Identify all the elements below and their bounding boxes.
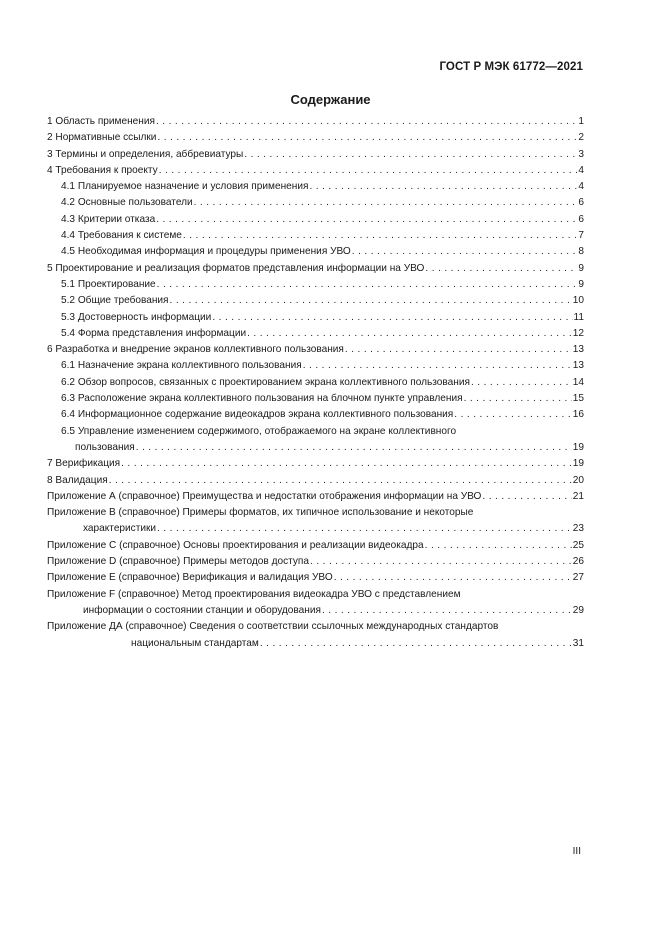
toc-subentry[interactable] bbox=[47, 277, 584, 293]
toc-entry-page: 9 bbox=[578, 278, 584, 290]
toc-entry[interactable] bbox=[47, 130, 584, 146]
toc-appendix-entry[interactable] bbox=[47, 505, 584, 538]
toc-entry-label: 7 Верификация bbox=[47, 458, 121, 470]
toc-appendix-entry[interactable] bbox=[47, 619, 584, 652]
toc-appendix-entry[interactable] bbox=[47, 554, 584, 570]
toc-subentry[interactable] bbox=[47, 212, 584, 228]
toc-entry-label: 4 Требования к проекту bbox=[47, 164, 158, 176]
toc-appendix-entry[interactable] bbox=[47, 538, 584, 554]
toc-title: Содержание bbox=[290, 92, 371, 107]
toc-entry[interactable] bbox=[47, 163, 584, 179]
toc-entry[interactable] bbox=[47, 261, 584, 277]
toc-subentry[interactable] bbox=[47, 375, 584, 391]
toc-entry-label-continued: характеристики bbox=[83, 523, 157, 535]
toc-entry-label: Приложение Е (справочное) Верификация и валидация УВО bbox=[47, 572, 333, 584]
toc-entry-label: Приложение А (справочное) Преимущества и недостатки отображения информации на УВО bbox=[47, 490, 482, 502]
toc-entry-label: 6 Разработка и внедрение экранов коллективного пользования bbox=[47, 344, 344, 356]
toc-subentry[interactable] bbox=[47, 293, 584, 309]
toc-entry-page: 31 bbox=[572, 637, 584, 649]
toc-subentry[interactable] bbox=[47, 310, 584, 326]
toc-entry-label: 5.1 Проектирование bbox=[61, 278, 156, 290]
table-of-contents bbox=[47, 114, 584, 652]
toc-entry-page: 1 bbox=[578, 116, 584, 127]
toc-entry-page: 26 bbox=[572, 556, 584, 568]
toc-entry-label: Приложение С (справочное) Основы проектирования и реализации видеокадра bbox=[47, 539, 424, 551]
toc-entry-label: 5 Проектирование и реализация форматов представления информации на УВО bbox=[47, 262, 425, 274]
toc-entry-label: 8 Валидация bbox=[47, 474, 108, 486]
toc-entry-label: 6.5 Управление изменением содержимого, отображаемого на экране коллективного bbox=[61, 425, 457, 437]
toc-entry-page: 11 bbox=[573, 311, 584, 323]
toc-entry-page: 29 bbox=[572, 604, 584, 616]
toc-entry[interactable] bbox=[47, 456, 584, 472]
toc-entry-label: Приложение ДА (справочное) Сведения о соответствии ссылочных международных стандартов bbox=[47, 621, 499, 633]
toc-entry-page: 27 bbox=[572, 572, 584, 584]
page-number: III bbox=[572, 846, 581, 857]
toc-entry-page: 12 bbox=[572, 327, 584, 339]
toc-entry-page: 4 bbox=[578, 164, 584, 176]
toc-entry-label-continued: национальным стандартам bbox=[131, 637, 259, 649]
toc-subentry[interactable] bbox=[47, 407, 584, 423]
toc-entry-page: 4 bbox=[578, 181, 584, 193]
toc-entry-label: 4.4 Требования к системе bbox=[61, 230, 182, 242]
toc-subentry[interactable] bbox=[47, 326, 584, 342]
toc-entry-page: 20 bbox=[572, 474, 584, 486]
toc-entry-label: Приложение В (справочное) Примеры форматов, их типичное использование и некоторые bbox=[47, 507, 474, 519]
toc-entry-page: 6 bbox=[578, 213, 584, 225]
toc-entry[interactable] bbox=[47, 114, 584, 130]
toc-entry-page: 6 bbox=[578, 197, 584, 209]
toc-appendix-entry[interactable] bbox=[47, 587, 584, 620]
toc-entry-page: 19 bbox=[572, 441, 584, 453]
standard-number: ГОСТ Р МЭК 61772—2021 bbox=[439, 61, 583, 73]
toc-entry-label: 5.2 Общие требования bbox=[61, 295, 169, 307]
toc-entry-page: 25 bbox=[572, 539, 584, 551]
toc-entry[interactable] bbox=[47, 473, 584, 489]
toc-entry-label: 4.1 Планируемое назначение и условия применения bbox=[61, 181, 309, 193]
toc-entry-label-continued: пользования bbox=[75, 441, 135, 453]
toc-entry-label: 6.3 Расположение экрана коллективного пользования на блочном пункте управления bbox=[61, 393, 463, 405]
toc-entry-label: 6.4 Информационное содержание видеокадров экрана коллективного пользования bbox=[61, 409, 454, 421]
toc-entry-page: 14 bbox=[572, 376, 584, 388]
toc-entry-label: 5.4 Форма представления информации bbox=[61, 327, 247, 339]
toc-subentry[interactable] bbox=[47, 179, 584, 195]
toc-entry-page: 16 bbox=[572, 409, 584, 421]
toc-entry-label: 3 Термины и определения, аббревиатуры bbox=[47, 148, 244, 160]
toc-entry-page: 13 bbox=[572, 360, 584, 372]
toc-entry-page: 2 bbox=[578, 132, 584, 144]
toc-entry-page: 21 bbox=[572, 490, 584, 502]
toc-entry-label-continued: информации о состоянии станции и оборудования bbox=[83, 604, 321, 616]
toc-entry-page: 10 bbox=[572, 295, 584, 307]
toc-entry-label: 6.1 Назначение экрана коллективного пользования bbox=[61, 360, 302, 372]
toc-appendix-entry[interactable] bbox=[47, 489, 584, 505]
toc-subentry[interactable] bbox=[47, 424, 584, 457]
toc-entry-label: Приложение F (справочное) Метод проектирования видеокадра УВО с представлением bbox=[47, 588, 461, 600]
toc-entry-page: 8 bbox=[578, 246, 584, 258]
toc-entry-label: 1 Область применения bbox=[47, 116, 155, 127]
toc-entry-page: 19 bbox=[572, 458, 584, 470]
toc-entry-page: 7 bbox=[578, 230, 584, 242]
toc-entry-page: 3 bbox=[578, 148, 584, 160]
toc-entry[interactable] bbox=[47, 342, 584, 358]
toc-entry-page: 15 bbox=[572, 393, 584, 405]
toc-entry-label: 2 Нормативные ссылки bbox=[47, 132, 157, 144]
toc-subentry[interactable] bbox=[47, 391, 584, 407]
toc-subentry[interactable] bbox=[47, 195, 584, 211]
toc-entry-label: 5.3 Достоверность информации bbox=[61, 311, 212, 323]
toc-entry-label: 6.2 Обзор вопросов, связанных с проектированием экрана коллективного пользования bbox=[61, 376, 470, 388]
toc-entry[interactable] bbox=[47, 147, 584, 163]
toc-entry-label: 4.2 Основные пользователи bbox=[61, 197, 193, 209]
toc-entry-label: Приложение D (справочное) Примеры методов доступа bbox=[47, 556, 310, 568]
toc-subentry[interactable] bbox=[47, 228, 584, 244]
toc-entry-page: 23 bbox=[572, 523, 584, 535]
toc-subentry[interactable] bbox=[47, 244, 584, 260]
toc-entry-page: 9 bbox=[578, 262, 584, 274]
toc-subentry[interactable] bbox=[47, 358, 584, 374]
toc-entry-label: 4.3 Критерии отказа bbox=[61, 213, 156, 225]
toc-appendix-entry[interactable] bbox=[47, 570, 584, 586]
toc-entry-page: 13 bbox=[572, 344, 584, 356]
toc-entry-label: 4.5 Необходимая информация и процедуры применения УВО bbox=[61, 246, 351, 258]
